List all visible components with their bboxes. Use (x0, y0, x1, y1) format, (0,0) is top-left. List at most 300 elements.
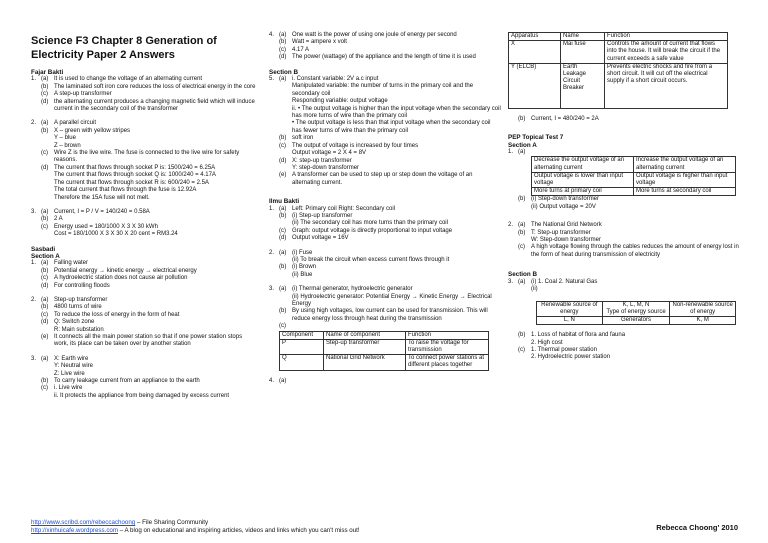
answer-row (269, 286, 501, 293)
answer-part: (c) (41, 91, 48, 98)
answer-row (31, 231, 257, 238)
answer-text: (i) 1. Coal 2. Natural Gas (531, 278, 598, 285)
table-row (532, 172, 736, 187)
answer-text: One watt is the power of using one joule of energy per second (292, 32, 457, 38)
answer-part (279, 120, 292, 135)
table-header-row (509, 33, 728, 41)
question-number (269, 39, 279, 46)
answer-text: (i) Thermal generator, hydroelectric generator (292, 286, 413, 293)
answer-text: Responding variable: output voltage (292, 98, 388, 105)
question-number (269, 120, 279, 135)
question-number (31, 371, 41, 378)
question-number (269, 158, 279, 165)
answer-row (269, 135, 501, 142)
answer-text: i. Live wire (54, 385, 83, 392)
question-number: 3. (508, 278, 514, 285)
answer-text: The output of voltage is increased by four times (292, 142, 419, 149)
question-number (269, 135, 279, 142)
answer-text: The total current that flows through the fuse is 12.92A (54, 187, 197, 194)
question-number (31, 275, 41, 282)
table-cell: Y (ELCB) (509, 63, 561, 108)
section-subheading: Section A (508, 141, 537, 149)
answer-part: (a) (518, 278, 526, 285)
question-number: 2. (31, 120, 37, 127)
answer-row (269, 294, 501, 309)
answer-part: (a) (41, 76, 49, 83)
question-number (269, 150, 279, 157)
answer-row (31, 150, 257, 165)
answer-row (269, 220, 501, 227)
question-number (508, 332, 518, 339)
question-number (269, 106, 279, 121)
answer-part: (a) (41, 355, 49, 362)
answer-row (269, 165, 501, 172)
answer-row (269, 98, 501, 105)
answer-row (31, 378, 257, 385)
scribd-link[interactable]: http://www.scribd.com/rebeccachoong (31, 519, 136, 526)
answer-row (508, 230, 740, 237)
question-number (31, 334, 41, 349)
answer-row (269, 54, 501, 61)
answer-text: the alternating current produces a changing magnetic field which will induce current in the secondary coil of the transformer (54, 98, 255, 113)
answer-row (31, 356, 257, 363)
question-number: 3. (31, 208, 37, 215)
answer-row (31, 143, 257, 150)
question-number: 4. (269, 32, 275, 38)
answer-row (269, 264, 501, 271)
answer-row (31, 187, 257, 194)
answer-text: W: Step-down transformer (531, 237, 601, 244)
question-number (508, 244, 518, 259)
table-cell: Output voltage is higher than input voltage (634, 172, 736, 187)
answer-part: (c) (41, 275, 48, 282)
question-number (31, 135, 41, 142)
question-number (31, 268, 41, 275)
answer-part (41, 363, 54, 370)
question-number (508, 116, 518, 123)
answer-text: (ii) Blue (292, 271, 313, 278)
answer-part: (d) (41, 282, 49, 289)
question-number (31, 195, 41, 202)
section-subheading: Section A (31, 252, 60, 260)
answer-part (41, 195, 54, 202)
answer-text: A transformer can be used to step up or step down the voltage of an alternating current. (292, 172, 473, 186)
answer-text: Left: Primary coil Right: Secondary coil (292, 205, 396, 212)
answer-row (31, 268, 257, 275)
answer-row (269, 83, 501, 98)
answer-text: (ii) (531, 286, 538, 293)
answer-row (269, 272, 501, 279)
answer-text: Potential energy → kinetic energy → electrical energy (54, 267, 197, 274)
answer-row (31, 275, 257, 282)
table-cell: More turns at secondary coil (634, 188, 736, 196)
answer-text: 1. Thermal power station (531, 346, 597, 353)
answer-text: It is used to change the voltage of an alternating current (54, 76, 203, 83)
answer-text: (ii) The secondary coil has more turns than the primary coil (292, 220, 448, 227)
table-cell: Increase the output voltage of an alternating current (634, 157, 736, 172)
question-number (31, 304, 41, 311)
question-number (269, 143, 279, 150)
answer-row (508, 149, 740, 156)
answer-list (508, 279, 740, 294)
answer-part: (d) (41, 164, 49, 171)
section-heading-sasbadi: Sasbadi (31, 245, 56, 253)
answer-row (31, 91, 257, 98)
table-cell: K, L, M, N Type of energy source (602, 301, 670, 316)
answer-list (31, 209, 257, 239)
section-subheading: Section B (269, 68, 299, 76)
answer-text: Current, I = P / V = 140/240 = 0.58A (54, 208, 150, 215)
answer-text: 4800 turns of wire (54, 304, 102, 311)
transformer-table (531, 156, 736, 196)
answer-part: (b) (41, 304, 49, 311)
answer-text: (i) Step-up transformer (292, 212, 353, 219)
answer-part: (a) (41, 120, 49, 127)
question-number (508, 237, 518, 244)
page-title: Science F3 Chapter 8 Generation of Electricity Paper 2 Answers (31, 35, 217, 61)
answer-list (269, 286, 501, 330)
answer-text: A hydroelectric station does not cause air pollution (54, 275, 188, 282)
answer-row (269, 143, 501, 150)
table-cell: Non-renewable source of energy (670, 301, 736, 316)
answer-part (518, 286, 531, 293)
answer-part: (c) (41, 311, 48, 318)
table-cell: P (280, 339, 324, 354)
answer-row (269, 378, 501, 385)
answer-text: For controlling floods (54, 282, 110, 289)
question-number (269, 294, 279, 309)
answer-text: Energy used = 180/1000 X 3 X 30 kWh (54, 223, 158, 230)
answer-text: 2. High cost (531, 339, 563, 346)
answer-part (279, 294, 292, 309)
question-number: 1. (508, 149, 514, 156)
answer-part (279, 106, 292, 121)
answer-text: Current, I = 480/240 = 2A (531, 115, 599, 122)
answer-part: (c) (518, 346, 525, 353)
question-number (508, 286, 518, 293)
question-number (269, 213, 279, 220)
answer-row (31, 99, 257, 114)
answer-text: The laminated soft iron core reduces the loss of electrical energy in the core (54, 83, 256, 90)
blog-link[interactable]: http://xinhuicafe.wordpress.com (31, 527, 119, 534)
table-cell: Controls the amount of current that flows into the house. It will break the circuit if the current exceeds a safe value (605, 41, 728, 64)
table-cell: Prevents electric shocks and fire from a short circuit. It will cut off the electrical supply if a short circuit occurs. (605, 63, 728, 108)
answer-row (31, 393, 257, 400)
question-number (31, 165, 41, 172)
section-subheading: Section B (508, 271, 538, 279)
answer-part: (b) (279, 212, 287, 219)
question-number (269, 98, 279, 105)
answer-part: (e) (279, 172, 287, 179)
answer-row (269, 47, 501, 54)
answer-text: Wire Z is the live wire. The fuse is connected to the live wire for safety reasons. (54, 150, 240, 164)
question-number: 1. (269, 205, 275, 212)
answer-part: (b) (41, 127, 49, 134)
answer-part: (c) (279, 227, 286, 234)
answer-text (292, 323, 501, 330)
answer-part (41, 231, 54, 238)
answer-row (31, 84, 257, 91)
question-number (31, 150, 41, 165)
question-number: 2. (508, 222, 514, 229)
question-number (31, 99, 41, 114)
answer-row (269, 213, 501, 220)
answer-row (269, 106, 501, 121)
answer-part (41, 393, 54, 400)
table-row (280, 339, 489, 354)
question-number: 2. (269, 249, 275, 256)
answer-text: (i) Brown (292, 264, 317, 271)
question-number (31, 187, 41, 194)
table-cell: Earth Leakage Circuit Breaker (561, 63, 605, 108)
question-number (31, 180, 41, 187)
answer-text: Y: Neutral wire (54, 363, 94, 370)
answer-row (31, 363, 257, 370)
answer-part: (b) (518, 196, 526, 203)
answer-row (31, 180, 257, 187)
question-number (31, 312, 41, 319)
answer-list (508, 222, 740, 259)
answer-text: To reduce the loss of energy in the form of heat (54, 311, 180, 318)
answer-text: Watt = ampere x volt (292, 39, 347, 46)
question-number (269, 235, 279, 242)
question-number (31, 128, 41, 135)
answer-row (269, 235, 501, 242)
table-cell: K, M (670, 316, 736, 324)
answer-row (31, 312, 257, 319)
question-number (31, 283, 41, 290)
question-number: 3. (269, 286, 275, 293)
answer-part (518, 204, 531, 211)
answer-list (269, 32, 501, 62)
answer-text: To carry leakage current from an appliance to the earth (54, 378, 200, 385)
question-number (269, 272, 279, 279)
answer-text: Therefore the 15A fuse will not melt. (54, 194, 150, 201)
answer-part: (b) (41, 378, 49, 385)
answer-list (31, 76, 257, 113)
table-row (537, 316, 736, 324)
answer-row (31, 76, 257, 83)
answer-part: (a) (279, 205, 287, 212)
answer-text: Manipulated variable: the number of turns in the primary coil and the secondary coil (292, 83, 474, 97)
table-cell: L, N (537, 316, 603, 324)
answer-part: (c) (279, 142, 286, 149)
answer-row (31, 209, 257, 216)
question-number (508, 230, 518, 237)
table-cell: Output voltage is lower than input voltage (532, 172, 634, 187)
answer-row (269, 32, 501, 39)
answer-row (31, 371, 257, 378)
answer-text: R: Main substation (54, 326, 104, 333)
answer-text: 4.17 A (292, 46, 310, 53)
answer-row (269, 228, 501, 235)
question-number: 1. (31, 260, 37, 267)
footer-text: – File Sharing Community (135, 519, 209, 526)
question-number: 4. (269, 377, 275, 384)
answer-text: X – green with yellow stripes (54, 127, 131, 134)
table-row (509, 63, 728, 108)
answer-part: (b) (279, 264, 287, 271)
answer-text: It connects all the main power station so that if one power station stops work, its place can be taken over by another station (54, 334, 243, 348)
table-row (509, 41, 728, 64)
answer-part: (a) (279, 32, 287, 38)
answer-row (508, 332, 740, 339)
table-header-cell: Name (561, 33, 605, 41)
answer-text: By using high voltages, low current can be used for transmission. This will reduce energy loss through heat during the transmission (292, 308, 488, 322)
answer-part (41, 371, 54, 378)
answer-part: (a) (518, 222, 526, 229)
table-cell: Renewable source of energy (537, 301, 603, 316)
question-number: 1. (31, 76, 37, 83)
table-cell: Decrease the output voltage of an alternating current (532, 157, 634, 172)
answer-part (279, 83, 292, 98)
answer-row (269, 250, 501, 257)
answer-part: (b) (279, 135, 287, 142)
answer-text: The current that flows through socket R is: 600/240 = 2.5A (54, 179, 209, 186)
table-cell: To connect power stations at different places together (406, 355, 489, 370)
table-cell: Step-up transformer (324, 339, 406, 354)
answer-text: Cost = 180/1000 X 3 X 30 X 20 cent = RM3.24 (54, 231, 178, 238)
answer-part: (c) (41, 150, 48, 157)
answer-text: Z – brown (54, 142, 81, 149)
apparatus-table (508, 32, 728, 109)
answer-part: (b) (518, 115, 526, 122)
answer-text: The current that flows through socket Q is: 1000/240 = 4.17A (54, 172, 216, 179)
component-table (279, 331, 489, 371)
question-number (269, 172, 279, 187)
answer-part (279, 98, 292, 105)
answer-row (508, 222, 740, 229)
answer-text: X: step-up transformer (292, 157, 352, 164)
table-cell: To raise the voltage for transmission (406, 339, 489, 354)
section-heading-pep: PEP Topical Test 7 (508, 134, 564, 142)
answer-row (31, 334, 257, 349)
answer-list (31, 297, 257, 349)
table-cell: Mai fuse (561, 41, 605, 64)
author-signature: Rebecca Choong' 2010 (656, 522, 738, 532)
question-number (508, 347, 518, 354)
answer-row (508, 116, 740, 123)
table-cell: Q (280, 355, 324, 370)
answer-list (31, 120, 257, 201)
question-number (31, 319, 41, 326)
answer-row (31, 216, 257, 223)
table-header-row (280, 331, 489, 339)
answer-text: Output voltage = 2 X 4 = 8V (292, 150, 367, 157)
answer-row (508, 196, 740, 203)
answer-part: (b) (41, 83, 49, 90)
answer-row (269, 76, 501, 83)
answer-row (269, 257, 501, 264)
answer-part (41, 135, 54, 142)
answer-text: A parallel circuit (54, 120, 97, 127)
question-number (31, 231, 41, 238)
answer-part: (a) (41, 208, 49, 215)
answer-text: The National Grid Network (531, 222, 602, 229)
table-row (532, 188, 736, 196)
answer-part: (a) (279, 377, 287, 384)
question-number (269, 47, 279, 54)
answer-row (31, 297, 257, 304)
answer-part: (b) (279, 39, 287, 46)
answer-row (31, 135, 257, 142)
answer-part: (a) (279, 286, 287, 293)
answer-text: ii. It protects the appliance from being damaged by excess current (54, 392, 230, 399)
question-number (31, 224, 41, 231)
answer-row (31, 327, 257, 334)
answer-text: A step-up transformer (54, 91, 112, 98)
answer-part (518, 340, 531, 347)
answer-row (31, 385, 257, 392)
answer-list (31, 356, 257, 400)
answer-list (508, 332, 740, 362)
answer-part (518, 354, 531, 361)
answer-text: (ii) Output voltage = 20V (531, 203, 596, 210)
answer-text: Output voltage = 16V (292, 235, 349, 242)
answer-row (508, 340, 740, 347)
footer-line (31, 527, 360, 535)
answer-text: Z: Live wire (54, 370, 85, 377)
answer-text: (ii) To break the circuit when excess current flows through it (292, 256, 450, 263)
table-row (532, 157, 736, 172)
answer-part (41, 143, 54, 150)
table-cell: X (509, 41, 561, 64)
question-number: 3. (31, 355, 37, 362)
answer-text: T: Step-up transformer (531, 229, 591, 236)
column-2 (269, 32, 501, 385)
answer-row (269, 206, 501, 213)
question-number (269, 323, 279, 330)
answer-row (269, 150, 501, 157)
answer-part: (c) (279, 323, 286, 330)
answer-part: (a) (279, 76, 287, 83)
answer-text: Step-up transformer (54, 296, 108, 303)
answer-part (41, 180, 54, 187)
answer-part: (c) (518, 244, 525, 251)
question-number (508, 340, 518, 347)
answer-part: (b) (279, 308, 287, 315)
question-number (269, 264, 279, 271)
footer-line (31, 519, 360, 527)
answer-part (279, 150, 292, 157)
question-number (269, 83, 279, 98)
question-number (269, 165, 279, 172)
answer-part: (c) (279, 46, 286, 53)
answer-row (269, 172, 501, 187)
answer-row (269, 323, 501, 330)
answer-text: (ii) Hydroelectric generator: Potential Energy → Kinetic Energy → Electrical Energy (292, 293, 492, 307)
answer-part (279, 165, 292, 172)
question-number (31, 327, 41, 334)
table-header-cell: Name of component (324, 331, 406, 339)
answer-part: (b) (41, 267, 49, 274)
answer-row (31, 319, 257, 326)
table-header-cell: Function (406, 331, 489, 339)
answer-part: (d) (41, 98, 49, 105)
answer-text: soft iron (292, 135, 314, 142)
question-number (269, 257, 279, 264)
question-number (31, 385, 41, 392)
answer-text: Falling water (54, 260, 89, 267)
answer-text: The power (wattage) of the appliance and the length of time it is used (292, 54, 476, 61)
answer-row (508, 204, 740, 211)
table-row (537, 301, 736, 316)
table-header-cell: Apparatus (509, 33, 561, 41)
footer-text: – A blog on educational and inspiring articles, videos and links which you can't miss out! (118, 527, 360, 534)
answer-part (518, 237, 531, 244)
table-cell: National Grid Network (324, 355, 406, 370)
answer-row (508, 279, 740, 286)
